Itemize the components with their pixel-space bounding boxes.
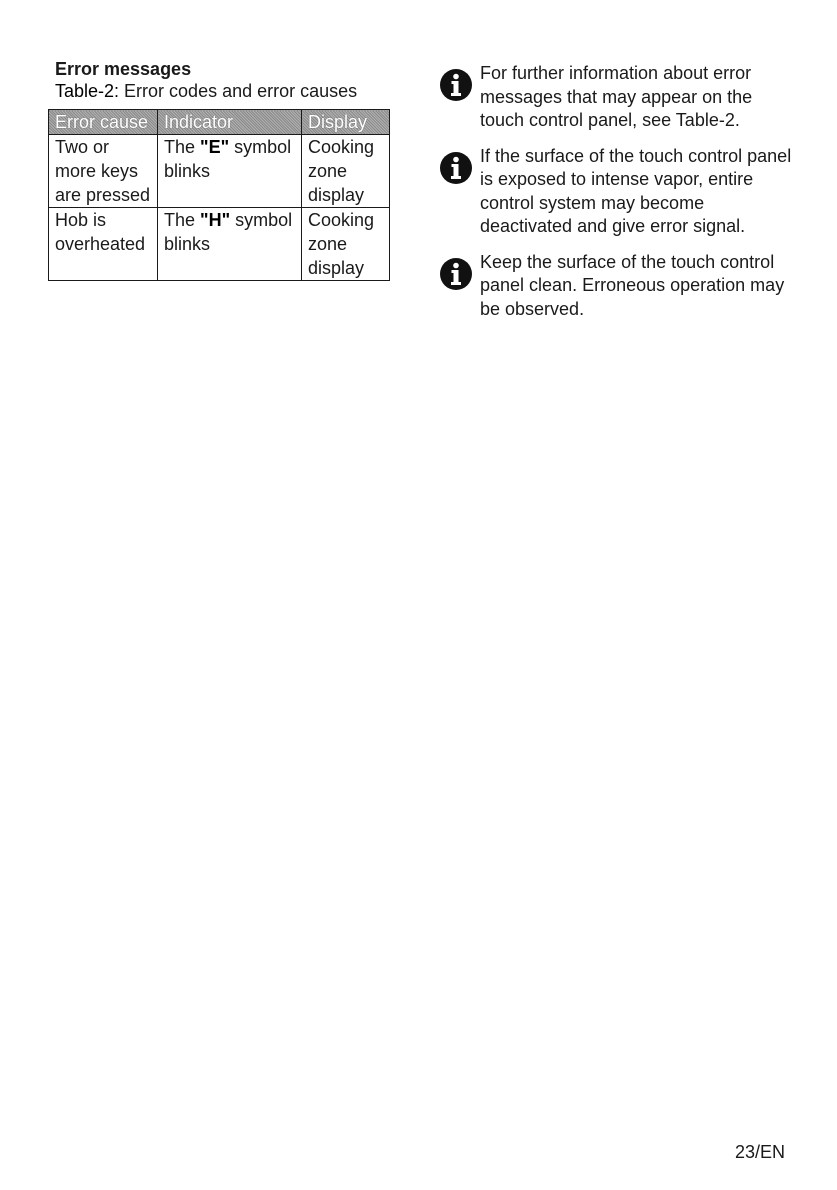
indicator-symbol: "H": [200, 210, 231, 230]
note-text: If the surface of the touch control panel is exposed to intense vapor, entire control system may become deactivated and give error signal.: [480, 145, 792, 236]
note-text: For further information about error messages that may appear on the touch control panel, see Table-2.: [480, 63, 753, 130]
header-display: Display: [302, 110, 390, 135]
indicator-suffix: symbol blinks: [164, 210, 293, 254]
table-row: [49, 208, 390, 281]
cell-display: Cooking zone display: [302, 208, 390, 281]
cell-indicator: [158, 208, 302, 281]
cell-error-cause: Two or more keys are pressed: [49, 135, 158, 208]
indicator-prefix: The: [164, 210, 201, 230]
info-note: [437, 145, 797, 239]
table-row: [49, 135, 390, 208]
header-indicator: Indicator: [158, 110, 302, 135]
error-messages-section: [48, 58, 393, 281]
cell-indicator: [158, 135, 302, 208]
indicator-prefix: The: [164, 137, 201, 157]
note-text: Keep the surface of the touch control panel clean. Erroneous operation may be observed.: [480, 251, 785, 319]
info-note: [437, 251, 797, 322]
table-caption: [55, 80, 393, 103]
notes-column: [437, 62, 797, 333]
section-title: Error messages: [55, 59, 192, 79]
table-header-row: [49, 110, 390, 135]
page-number: 23/EN: [734, 1142, 785, 1162]
info-icon: [439, 68, 473, 102]
info-note: [437, 62, 797, 133]
info-icon: [439, 151, 473, 185]
info-icon: [439, 257, 473, 291]
table-caption-text: Error codes and error causes: [119, 81, 358, 101]
cell-error-cause: Hob is overheated: [49, 208, 158, 281]
header-error-cause: Error cause: [49, 110, 158, 135]
indicator-symbol: "E": [200, 137, 230, 157]
cell-display: Cooking zone display: [302, 135, 390, 208]
error-codes-table: [48, 109, 390, 281]
indicator-suffix: symbol blinks: [164, 137, 292, 181]
table-caption-label: Table-2:: [55, 81, 120, 101]
